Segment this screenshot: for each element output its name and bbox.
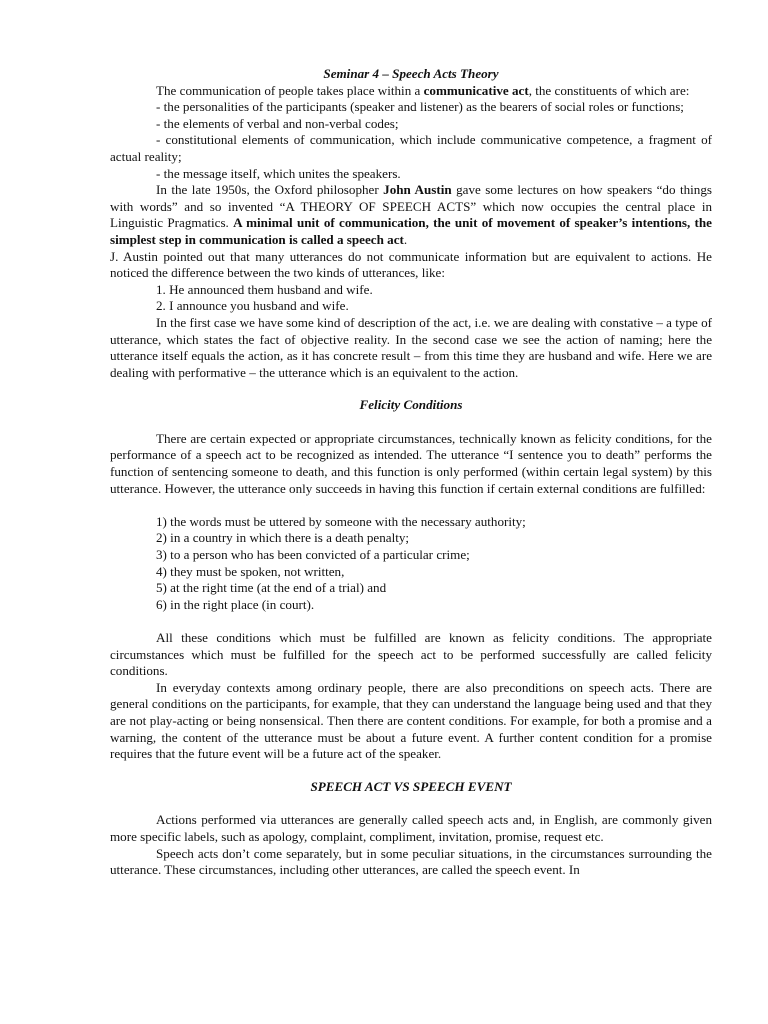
- first-case-paragraph: In the first case we have some kind of description of the act, i.e. we are dealing with constative – a type of utterance, which states the fact of objective reality. In the second case we see the action of naming; here the utterance itself equals the action, as it has concrete result – from this time they are husband and wife. Here we are dealing with performative – the utterance which is an equivalent to the action.: [110, 314, 712, 380]
- felicity-summary-paragraph: All these conditions which must be fulfilled are known as felicity conditions. The appropriate circumstances which must be fulfilled for the speech act to be performed successfully are called felicity conditions.: [110, 630, 712, 679]
- communicative-act-term: communicative act: [423, 82, 529, 98]
- condition-item: 5) at the right time (at the end of a trial) and: [156, 580, 387, 596]
- constituent-item: - the elements of verbal and non-verbal codes;: [156, 115, 399, 131]
- condition-item: 3) to a person who has been convicted of a particular crime;: [156, 547, 470, 563]
- felicity-intro-paragraph: There are certain expected or appropriate circumstances, technically known as felicity conditions, for the performance of a speech act to be recognized as intended. The utterance “I sentence you to death” performs the function of sentencing someone to death, and this function is only performed (within certain legal system) by this utterance. However, the utterance only succeeds in having this function if certain external conditions are fulfilled:: [110, 430, 712, 496]
- condition-item: 2) in a country in which there is a death penalty;: [156, 530, 410, 546]
- condition-item: 4) they must be spoken, not written,: [156, 563, 345, 579]
- page-title: Seminar 4 – Speech Acts Theory: [323, 66, 499, 81]
- austin-paragraph: In the late 1950s, the Oxford philosopher John Austin gave some lectures on how speakers “do things with words” and so invented “A THEORY OF SPEECH ACTS” which now occupies the central place in Linguistic Pragmatics. A minimal unit of communication, the unit of movement of speaker’s intentions, the simplest step in communication is called a speech act.: [110, 182, 712, 247]
- felicity-heading: Felicity Conditions: [359, 397, 463, 413]
- example-item: 1. He announced them husband and wife.: [156, 281, 373, 297]
- john-austin-name: John Austin: [383, 182, 452, 198]
- speech-event-heading: SPEECH ACT VS SPEECH EVENT: [310, 778, 512, 794]
- constituent-item: - the personalities of the participants (speaker and listener) as the bearers of social roles or functions;: [156, 99, 684, 115]
- constituent-item: - the message itself, which unites the speakers.: [156, 165, 401, 181]
- separately-paragraph: Speech acts don’t come separately, but in some peculiar situations, in the circumstances surrounding the utterance. These circumstances, including other utterances, are called the speech event. In: [110, 845, 712, 878]
- spacer: [110, 613, 712, 630]
- condition-item: 6) in the right place (in court).: [156, 596, 315, 612]
- spacer: [110, 497, 712, 514]
- everyday-paragraph: In everyday contexts among ordinary people, there are also preconditions on speech acts. There are general conditions on the participants, for example, that they can understand the language being used and that they are not play-acting or being nonsensical. Then there are content conditions. For example, for both a promise and a warning, the content of the utterance must be about a future event. A further content condition for a promise requires that the future event will be a future act of the speaker.: [110, 679, 712, 762]
- speech-act-definition: A minimal unit of communication, the unit of movement of speaker’s intentions, the simplest step in communication is called a speech act: [110, 215, 712, 247]
- example-item: 2. I announce you husband and wife.: [156, 298, 349, 314]
- actions-paragraph: Actions performed via utterances are generally called speech acts and, in English, are commonly given more specific labels, such as apology, complaint, compliment, invitation, promise, request etc.: [110, 812, 712, 844]
- intro-paragraph: The communication of people takes place within a communicative act, the constituents of which are:: [156, 82, 690, 98]
- constituent-item: - constitutional elements of communication, which include communicative competence, a fragment of actual reality;: [110, 132, 712, 164]
- austin-point-paragraph: J. Austin pointed out that many utterances do not communicate information but are equivalent to actions. He noticed the difference between the two kinds of utterances, like:: [110, 248, 712, 281]
- condition-item: 1) the words must be uttered by someone with the necessary authority;: [156, 513, 526, 529]
